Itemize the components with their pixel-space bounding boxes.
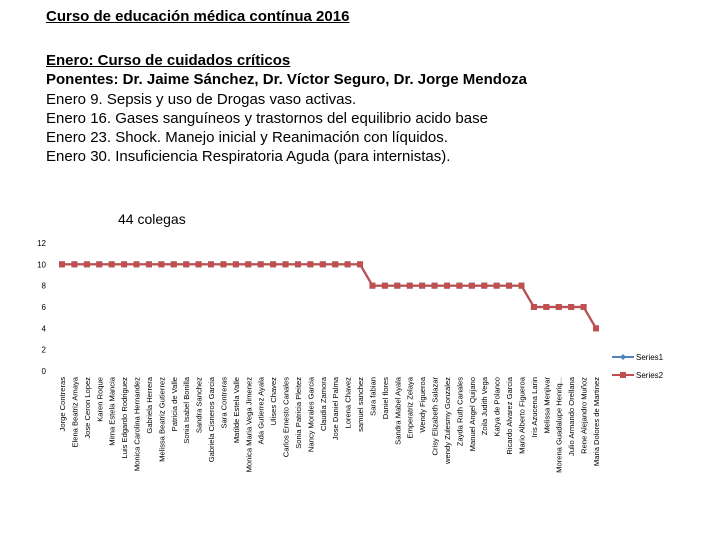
x-tick-label: samuel sanchez: [356, 377, 366, 432]
series-line: [62, 264, 596, 328]
data-point: [96, 261, 102, 267]
data-point: [258, 261, 264, 267]
x-tick-label: Sandra Mabel Ayala: [393, 377, 403, 445]
x-tick-label: Julio Armando Orellana: [567, 377, 577, 456]
data-point: [494, 283, 500, 289]
y-tick-label: 0: [41, 367, 46, 376]
legend-marker: [620, 372, 626, 378]
data-point: [208, 261, 214, 267]
data-point: [295, 261, 301, 267]
data-point: [382, 283, 388, 289]
x-tick-label: Daniel flores: [380, 377, 390, 420]
data-point: [518, 283, 524, 289]
data-point: [345, 261, 351, 267]
x-tick-label: Ricardo Alvarez Garcia: [505, 377, 515, 455]
x-tick-label: Nancy Morales Garcia: [306, 377, 316, 453]
x-tick-label: Katya de Polanco: [492, 376, 502, 437]
data-point: [469, 283, 475, 289]
data-point: [134, 261, 140, 267]
x-tick-label: Jose Daniel Palma: [331, 377, 341, 441]
x-tick-label: Karen Roque: [95, 377, 105, 422]
x-tick-label: Zayda Ruth Canales: [455, 377, 465, 447]
attendee-count: 44 colegas: [118, 211, 186, 227]
x-tick-label: Rene Alejandro Muñoz: [579, 377, 589, 454]
data-point: [481, 283, 487, 289]
legend-marker: [620, 354, 626, 360]
data-point: [357, 261, 363, 267]
x-tick-label: wendy Zulesmy Gonzalez: [442, 377, 452, 464]
x-tick-label: Sonia Patricia Pleitez: [293, 377, 303, 449]
legend-label: Series2: [636, 371, 664, 380]
x-tick-label: Carlos Ernesto Canales: [281, 377, 291, 458]
data-point: [158, 261, 164, 267]
data-point: [183, 261, 189, 267]
x-tick-label: Iris Azucena Larin: [529, 377, 539, 438]
session-item: Enero 9. Sepsis y uso de Drogas vaso activas.: [46, 90, 357, 108]
data-point: [556, 304, 562, 310]
x-tick-label: Sara Contreras: [219, 377, 229, 429]
data-point: [593, 325, 599, 331]
x-tick-label: Manuel Angel Quijano: [467, 377, 477, 452]
y-tick-label: 12: [37, 239, 46, 248]
x-tick-label: Jose Ceron Lopez: [82, 377, 92, 439]
x-tick-label: Melissa Menjivar: [542, 377, 552, 434]
data-point: [307, 261, 313, 267]
x-tick-label: Sara fabian: [368, 377, 378, 416]
x-tick-label: Elena Beatriz Amaya: [70, 377, 80, 448]
x-tick-label: Crisy Elizabeth Salazar: [430, 376, 440, 456]
data-point: [432, 283, 438, 289]
x-tick-label: Emperatriz Zelaya: [405, 377, 415, 439]
data-point: [419, 283, 425, 289]
slide-title: Curso de educación médica contínua 2016: [46, 8, 350, 25]
x-tick-label: Ada Gutierrez Ayala: [256, 377, 266, 445]
x-tick-label: Luis Edgardo Rodriguez: [120, 377, 130, 459]
data-point: [581, 304, 587, 310]
y-tick-label: 2: [41, 345, 46, 355]
session-item: Enero 16. Gases sanguíneos y trastornos del equilibrio acido base: [46, 109, 488, 127]
data-point: [71, 261, 77, 267]
data-point: [121, 261, 127, 267]
data-point: [506, 283, 512, 289]
data-point: [332, 261, 338, 267]
x-tick-label: Matilde Estela Valle: [231, 377, 241, 444]
y-tick-label: 8: [41, 281, 46, 291]
data-point: [196, 261, 202, 267]
data-point: [233, 261, 239, 267]
data-point: [220, 261, 226, 267]
legend-label: Series1: [636, 353, 664, 362]
data-point: [568, 304, 574, 310]
data-point: [444, 283, 450, 289]
data-point: [146, 261, 152, 267]
course-heading: Enero: Curso de cuidados críticos: [46, 52, 291, 69]
course-info: [46, 51, 686, 167]
data-point: [456, 283, 462, 289]
data-point: [369, 283, 375, 289]
course-speakers: Ponentes: Dr. Jaime Sánchez, Dr. Víctor Seguro, Dr. Jorge Mendoza: [46, 71, 527, 89]
x-tick-label: Gabriela Cisneros Garcia: [207, 377, 217, 463]
x-tick-label: Claudia Zamora: [318, 377, 328, 432]
data-point: [394, 283, 400, 289]
y-tick-label: 6: [41, 303, 46, 312]
data-point: [109, 261, 115, 267]
x-tick-label: Mario Alberto Figueroa: [517, 377, 527, 454]
data-point: [543, 304, 549, 310]
data-point: [283, 261, 289, 267]
x-tick-label: Mirna Estela Mancia: [107, 377, 117, 446]
data-point: [59, 261, 65, 267]
x-tick-label: Gabriela Herrera: [144, 377, 154, 434]
x-tick-label: Monica Carolina Hernandez: [132, 377, 142, 472]
session-item: Enero 23. Shock. Manejo inicial y Reanimación con líquidos.: [46, 129, 448, 147]
data-point: [531, 304, 537, 310]
x-tick-label: Jorge Contreras: [58, 377, 67, 432]
data-point: [320, 261, 326, 267]
x-tick-label: Sandra Sanchez: [194, 377, 204, 434]
data-point: [245, 261, 251, 267]
x-tick-label: Ulises Chavez: [269, 377, 279, 426]
series-line: [62, 264, 596, 328]
x-tick-label: Maria Dolores de Martinez: [592, 377, 601, 467]
x-tick-label: Lorena Chavez: [343, 377, 353, 429]
data-point: [270, 261, 276, 267]
x-tick-label: Wendy Figueroa: [418, 377, 428, 433]
x-tick-label: Zoila Judith Vega: [480, 377, 490, 436]
x-tick-label: Patricia de Valle: [169, 377, 179, 432]
data-point: [84, 261, 90, 267]
y-tick-label: 4: [41, 324, 46, 334]
x-tick-label: Sonia Isabel Bonilla: [182, 377, 192, 444]
data-point: [171, 261, 177, 267]
data-point: [407, 283, 413, 289]
attendance-line-chart: [0, 230, 720, 540]
x-tick-label: Monica Maria Vega Jimenez: [244, 377, 254, 473]
x-tick-label: Morena Guadalupe Henriq...: [554, 377, 564, 473]
y-tick-label: 10: [37, 260, 46, 270]
x-tick-label: Melissa Beatriz Gutierrez: [157, 377, 167, 462]
session-item: Enero 30. Insuficiencia Respiratoria Aguda (para internistas).: [46, 148, 451, 166]
